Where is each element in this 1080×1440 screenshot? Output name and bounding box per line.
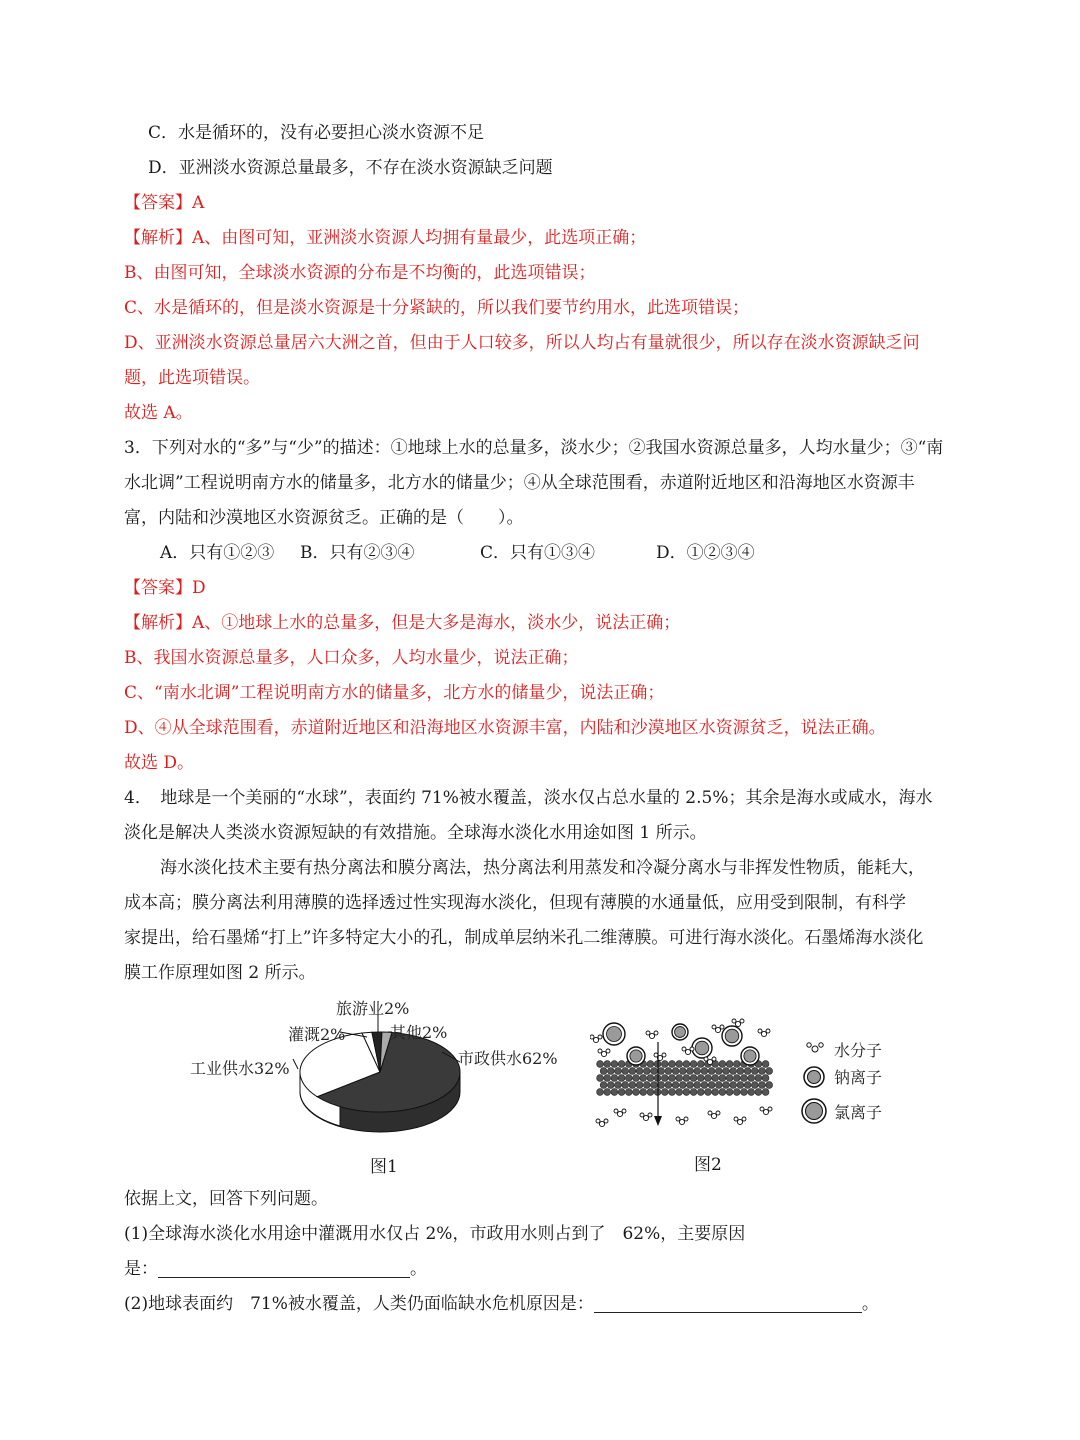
membrane-atom [701, 1082, 708, 1089]
membrane-atom [625, 1075, 632, 1082]
analysis-b: B、由图可知，全球淡水资源的分布是不均衡的，此选项错误； [124, 263, 596, 283]
membrane-atom [658, 1082, 665, 1089]
membrane-atom [633, 1075, 640, 1082]
answer-blank-2[interactable] [594, 1294, 862, 1313]
water-molecule-atom [740, 1019, 744, 1023]
membrane-atom [615, 1082, 622, 1089]
membrane-atom [694, 1082, 701, 1089]
membrane-atom [683, 1089, 690, 1096]
membrane-atom [701, 1068, 708, 1075]
paragraph-2-cont3: 膜工作原理如图 2 所示。 [124, 963, 316, 983]
label-industry: 工业供水32% [190, 1059, 290, 1078]
membrane-atom [748, 1089, 755, 1096]
analysis3-b: B、我国水资源总量多，人口众多，人均水量少，说法正确； [124, 648, 579, 668]
option-c-line: C．水是循环的，没有必要担心淡水资源不足 [148, 123, 485, 143]
choose-a: 故选 A。 [124, 403, 193, 423]
question-4-1-answer-line [124, 1258, 427, 1280]
analysis3-c: C、“南水北调”工程说明南方水的储量多，北方水的储量少，说法正确； [124, 683, 665, 703]
membrane-atom [690, 1061, 697, 1068]
water-molecule-atom [760, 1107, 764, 1111]
membrane-atom [697, 1075, 704, 1082]
membrane-atom [759, 1082, 766, 1089]
water-molecule-atom [708, 1111, 712, 1115]
membrane-atom [741, 1075, 748, 1082]
membrane-atom [622, 1068, 629, 1075]
membrane-atom [751, 1068, 758, 1075]
membrane-atom [676, 1075, 683, 1082]
membrane-atom [647, 1061, 654, 1068]
water-molecule-atom [662, 1053, 666, 1057]
membrane-atom [719, 1089, 726, 1096]
question-4-cont: 淡化是解决人类淡水资源短缺的有效措施。全球海水淡化水用途如图 1 所示。 [124, 823, 707, 843]
membrane-atom [705, 1089, 712, 1096]
membrane-atom [643, 1068, 650, 1075]
legend-water [807, 1041, 882, 1060]
analysis3-d: D、④从全球范围看，赤道附近地区和沿海地区水资源丰富，内陆和沙漠地区水资源贫乏，说法正确。 [124, 718, 886, 738]
water-molecule-atom [742, 1117, 746, 1121]
water-molecule-atom [590, 1035, 594, 1039]
membrane-atom [669, 1061, 676, 1068]
membrane-atom [629, 1082, 636, 1089]
water-molecule-atom [654, 1031, 658, 1035]
paragraph-2-cont2: 家提出，给石墨烯“打上”许多特定大小的孔，制成单层纳米孔二维薄膜。可进行海水淡化。石墨烯海水淡化 [124, 928, 924, 948]
water-molecule-atom [643, 1115, 648, 1120]
instruction: 依据上文，回答下列问题。 [124, 1189, 328, 1209]
membrane-atom [669, 1075, 676, 1082]
water-molecule-atom [598, 1035, 602, 1039]
water-molecule-atom [707, 1059, 712, 1064]
analysis-d-cont: 题，此选项错误。 [124, 368, 260, 388]
water-molecule-atom [690, 1047, 694, 1051]
membrane-atom [751, 1082, 758, 1089]
membrane-atom [748, 1075, 755, 1082]
water-molecule-atom [712, 1025, 716, 1029]
membrane-atom [597, 1061, 604, 1068]
ion-inner [695, 1041, 709, 1055]
membrane-atom [597, 1089, 604, 1096]
membrane-atom [719, 1061, 726, 1068]
water-molecule-atom [768, 1107, 772, 1111]
water-molecule-atom [614, 1109, 618, 1113]
label-tourism: 旅游业2% [336, 999, 410, 1018]
water-molecule-atom [685, 1049, 690, 1054]
membrane-atom [697, 1089, 704, 1096]
label-irrigation: 灌溉2% [288, 1025, 346, 1044]
water-molecule-atom [622, 1109, 626, 1113]
answer-blank-1[interactable] [158, 1259, 410, 1278]
membrane-atom [766, 1082, 773, 1089]
membrane-atom [661, 1061, 668, 1068]
water-molecule-atom [679, 1119, 684, 1124]
ion-inner [675, 1027, 686, 1038]
membrane-atom [744, 1068, 751, 1075]
answer-label-3: 【答案】D [124, 578, 206, 598]
water-molecule-atom [648, 1113, 652, 1117]
membrane-atom [679, 1068, 686, 1075]
membrane-atom [669, 1089, 676, 1096]
membrane-atom [604, 1061, 611, 1068]
water-molecule-atom [682, 1047, 686, 1051]
option-a: A．只有①②③ [160, 543, 275, 563]
membrane-atom [672, 1068, 679, 1075]
membrane-atom [665, 1082, 672, 1089]
paragraph-2: 海水淡化技术主要有热分离法和膜分离法，热分离法利用蒸发和冷凝分离水与非挥发性物质，能耗大， [160, 858, 925, 878]
membrane-atom [741, 1089, 748, 1096]
water-molecule-atom [735, 1021, 740, 1026]
membrane-atom [737, 1082, 744, 1089]
label-municipal: 市政供水62% [458, 1049, 558, 1068]
membrane-atom [647, 1075, 654, 1082]
membrane-atom [733, 1061, 740, 1068]
water-molecule-atom [761, 1031, 766, 1036]
membrane-atom [622, 1082, 629, 1089]
membrane-atom [715, 1082, 722, 1089]
membrane-atom [708, 1082, 715, 1089]
question-3: 3．下列对水的“多”与“少”的描述：①地球上水的总量多，淡水少；②我国水资源总量多，人均水量少；③“南 [124, 438, 944, 458]
option-c: C．只有①③④ [480, 543, 596, 563]
question-4-1: (1)全球海水淡化水用途中灌溉用水仅占 2%，市政用水则占到了 62%，主要原因 [124, 1224, 746, 1244]
water-molecule-atom [684, 1117, 688, 1121]
water-molecule-atom [596, 1119, 600, 1123]
label-other: 其他2% [390, 1023, 448, 1042]
analysis-a: 【解析】A、由图可知，亚洲淡水资源人均拥有量最少，此选项正确； [124, 228, 647, 248]
graphene-membrane [597, 1061, 773, 1096]
membrane-atom [676, 1089, 683, 1096]
water-molecule-atom [715, 1027, 720, 1032]
membrane-atom [737, 1068, 744, 1075]
water-molecule-atom [704, 1057, 708, 1061]
water-molecule-atom [617, 1111, 622, 1116]
membrane-atom [636, 1068, 643, 1075]
membrane-atom [679, 1082, 686, 1089]
membrane-atom [611, 1075, 618, 1082]
water-molecule-atom [598, 1049, 602, 1053]
question-3-cont1: 水北调”工程说明南方水的储量多，北方水的储量少；④从全球范围看，赤道附近地区和沿海地区水资源丰 [124, 473, 915, 493]
water-molecule-atom [606, 1049, 610, 1053]
membrane-atom [762, 1089, 769, 1096]
legend-sodium-label: 钠离子 [834, 1068, 883, 1087]
membrane-atom [607, 1082, 614, 1089]
membrane-atom [744, 1082, 751, 1089]
answer-label: 【答案】A [124, 193, 205, 213]
question-4-2-text: (2)地球表面约 71%被水覆盖，人类仍面临缺水危机原因是： [124, 1294, 594, 1314]
membrane-atom [730, 1068, 737, 1075]
membrane-atom [690, 1075, 697, 1082]
ions-group [603, 1023, 759, 1065]
membrane-atom [661, 1075, 668, 1082]
ion-inner [630, 1050, 642, 1062]
membrane-atom [766, 1068, 773, 1075]
membrane-atom [726, 1061, 733, 1068]
question-4: 4． 地球是一个美丽的“水球”，表面约 71%被水覆盖，淡水仅占总水量的 2.5%；其余是海水或咸水，海水 [124, 788, 933, 808]
water-molecule-atom [711, 1113, 716, 1118]
membrane-atom [618, 1089, 625, 1096]
legend-water-label: 水分子 [834, 1041, 883, 1060]
membrane-atom [708, 1068, 715, 1075]
membrane-atom [719, 1075, 726, 1082]
membrane-atom [597, 1075, 604, 1082]
water-molecule-atom [737, 1119, 742, 1124]
membrane-atom [687, 1068, 694, 1075]
answer-suffix: 。 [410, 1259, 427, 1279]
water-molecule-atom [766, 1029, 770, 1033]
membrane-atom [633, 1089, 640, 1096]
membrane-atom [683, 1061, 690, 1068]
membrane-atom [611, 1061, 618, 1068]
membrane-atom [661, 1089, 668, 1096]
option-d: D．①②③④ [656, 543, 755, 563]
water-molecule-atom [646, 1031, 650, 1035]
answer-prefix: 是： [124, 1259, 158, 1279]
legend-sodium [804, 1067, 882, 1087]
membrane-atom [687, 1082, 694, 1089]
membrane-atom [690, 1089, 697, 1096]
pie-chart-svg [180, 992, 600, 1152]
membrane-svg [590, 1018, 910, 1140]
membrane-atom [762, 1061, 769, 1068]
membrane-atom [705, 1075, 712, 1082]
water-molecule-atom [676, 1117, 680, 1121]
membrane-atom [676, 1061, 683, 1068]
analysis-c: C、水是循环的，但是淡水资源是十分紧缺的，所以我们要节约用水，此选项错误； [124, 298, 750, 318]
membrane-atom [715, 1068, 722, 1075]
membrane-atom [694, 1068, 701, 1075]
membrane-atom [723, 1082, 730, 1089]
membrane-atom [643, 1082, 650, 1089]
membrane-atom [733, 1075, 740, 1082]
leader-industry [293, 1059, 298, 1069]
membrane-atom [651, 1082, 658, 1089]
membrane-atom [651, 1068, 658, 1075]
membrane-atom [647, 1089, 654, 1096]
membrane-atom [629, 1068, 636, 1075]
membrane-atom [618, 1061, 625, 1068]
figure1-pie-chart [180, 992, 600, 1152]
figure1-caption: 图1 [370, 1157, 398, 1177]
membrane-atom [615, 1068, 622, 1075]
option-d-line: D．亚洲淡水资源总量最多，不存在淡水资源缺乏问题 [148, 158, 553, 178]
analysis3-a: 【解析】A、①地球上水的总量多，但是大多是海水，淡水少，说法正确； [124, 613, 681, 633]
membrane-atom [726, 1075, 733, 1082]
membrane-atom [665, 1068, 672, 1075]
membrane-atom [607, 1068, 614, 1075]
question-4-2-suffix: 。 [861, 1294, 879, 1314]
membrane-atom [730, 1082, 737, 1089]
membrane-atom [683, 1075, 690, 1082]
figure2-membrane-diagram [590, 1018, 910, 1140]
membrane-atom [604, 1075, 611, 1082]
water-molecule-atom [734, 1117, 738, 1121]
membrane-atom [723, 1068, 730, 1075]
water-molecule-atom [649, 1033, 654, 1038]
ion-inner [744, 1050, 756, 1062]
water-molecule-atom [720, 1025, 724, 1029]
membrane-atom [672, 1082, 679, 1089]
membrane-atom [755, 1075, 762, 1082]
membrane-atom [712, 1075, 719, 1082]
water-molecule-atom [640, 1113, 644, 1117]
option-b: B．只有②③④ [300, 543, 415, 563]
water-molecule-atom [599, 1121, 604, 1126]
water-molecule-atom [601, 1051, 606, 1056]
legend-chlorine [802, 1099, 882, 1123]
choose-d: 故选 D。 [124, 753, 195, 773]
membrane-atom [658, 1068, 665, 1075]
membrane-atom [712, 1089, 719, 1096]
figure2-caption: 图2 [694, 1155, 722, 1175]
water-molecule-atom [758, 1029, 762, 1033]
water-molecule-atom [763, 1109, 768, 1114]
question-4-2 [124, 1293, 879, 1315]
water-molecule-atom [593, 1037, 598, 1042]
membrane-atom [726, 1089, 733, 1096]
membrane-atom [600, 1082, 607, 1089]
water-molecule-atom [712, 1057, 716, 1061]
membrane-atom [618, 1075, 625, 1082]
membrane-atom [697, 1061, 704, 1068]
membrane-atom [759, 1068, 766, 1075]
legend-chlorine-label: 氯离子 [834, 1103, 883, 1122]
water-molecule-atom [604, 1119, 608, 1123]
ion-inner [725, 1029, 739, 1043]
membrane-atom [611, 1089, 618, 1096]
analysis-d: D、亚洲淡水资源总量居六大洲之首，但由于人口较多，所以人均占有量就很少，所以存在淡水资源缺乏问 [124, 333, 920, 353]
membrane-atom [636, 1082, 643, 1089]
membrane-atom [733, 1089, 740, 1096]
membrane-atom [640, 1089, 647, 1096]
membrane-atom [604, 1089, 611, 1096]
paragraph-2-cont1: 成本高；膜分离法利用薄膜的选择透过性实现海水淡化，但现有薄膜的水通量低，应用受到限制，有科学 [124, 893, 906, 913]
question-3-cont2: 富，内陆和沙漠地区水资源贫乏。正确的是（ ）。 [124, 508, 524, 528]
ion-inner [607, 1027, 622, 1042]
membrane-atom [762, 1075, 769, 1082]
membrane-atom [600, 1068, 607, 1075]
water-molecule-atom [716, 1111, 720, 1115]
membrane-atom [640, 1075, 647, 1082]
membrane-atom [625, 1089, 632, 1096]
water-molecule-atom [732, 1019, 736, 1023]
flow-arrow-head [654, 1116, 662, 1126]
membrane-atom [755, 1089, 762, 1096]
